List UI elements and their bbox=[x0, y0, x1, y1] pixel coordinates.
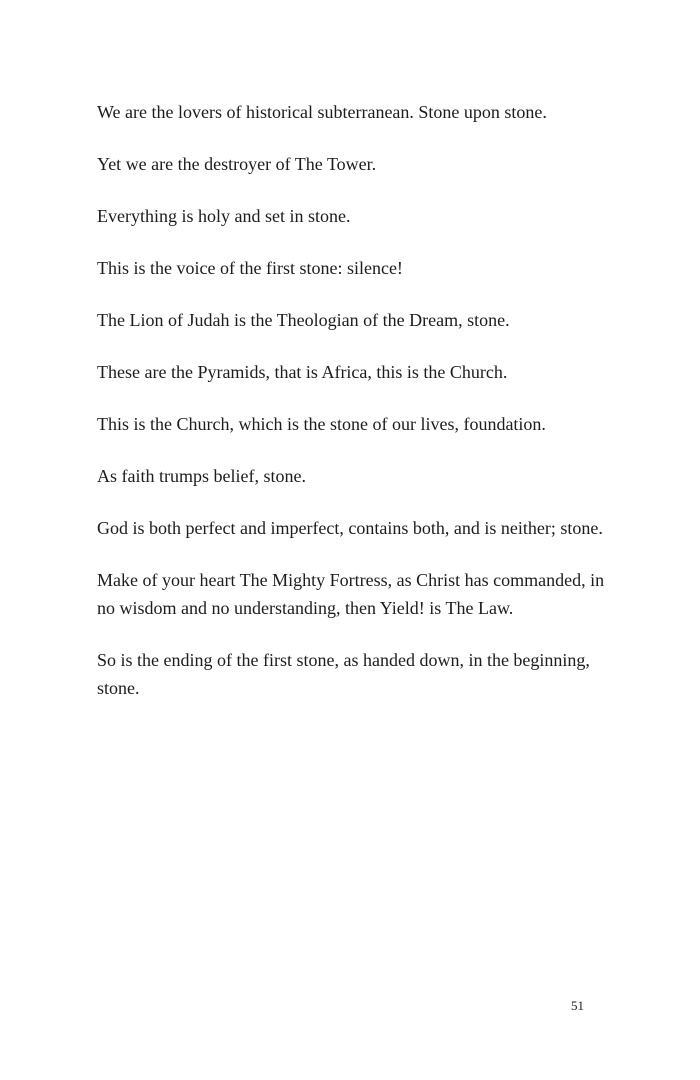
stanza: God is both perfect and imperfect, contains both, and is neither; stone. bbox=[97, 518, 603, 538]
stanza: Make of your heart The Mighty Fortress, as Christ has commanded, in no wisdom and no understanding, then Yield! is The Law. bbox=[97, 570, 605, 618]
poem-text bbox=[97, 98, 607, 726]
stanza: This is the Church, which is the stone of our lives, foundation. bbox=[97, 414, 546, 434]
stanza: Yet we are the destroyer of The Tower. bbox=[97, 154, 377, 174]
stanza: Everything is holy and set in stone. bbox=[97, 206, 351, 226]
stanza: We are the lovers of historical subterranean. Stone upon stone. bbox=[97, 102, 547, 122]
page-number: 51 bbox=[571, 998, 584, 1013]
stanza: These are the Pyramids, that is Africa, this is the Church. bbox=[97, 362, 508, 382]
stanza: The Lion of Judah is the Theologian of the Dream, stone. bbox=[97, 310, 510, 330]
stanza: This is the voice of the first stone: silence! bbox=[97, 258, 403, 278]
stanza: As faith trumps belief, stone. bbox=[97, 466, 306, 486]
stanza: So is the ending of the first stone, as handed down, in the beginning, stone. bbox=[97, 650, 590, 698]
